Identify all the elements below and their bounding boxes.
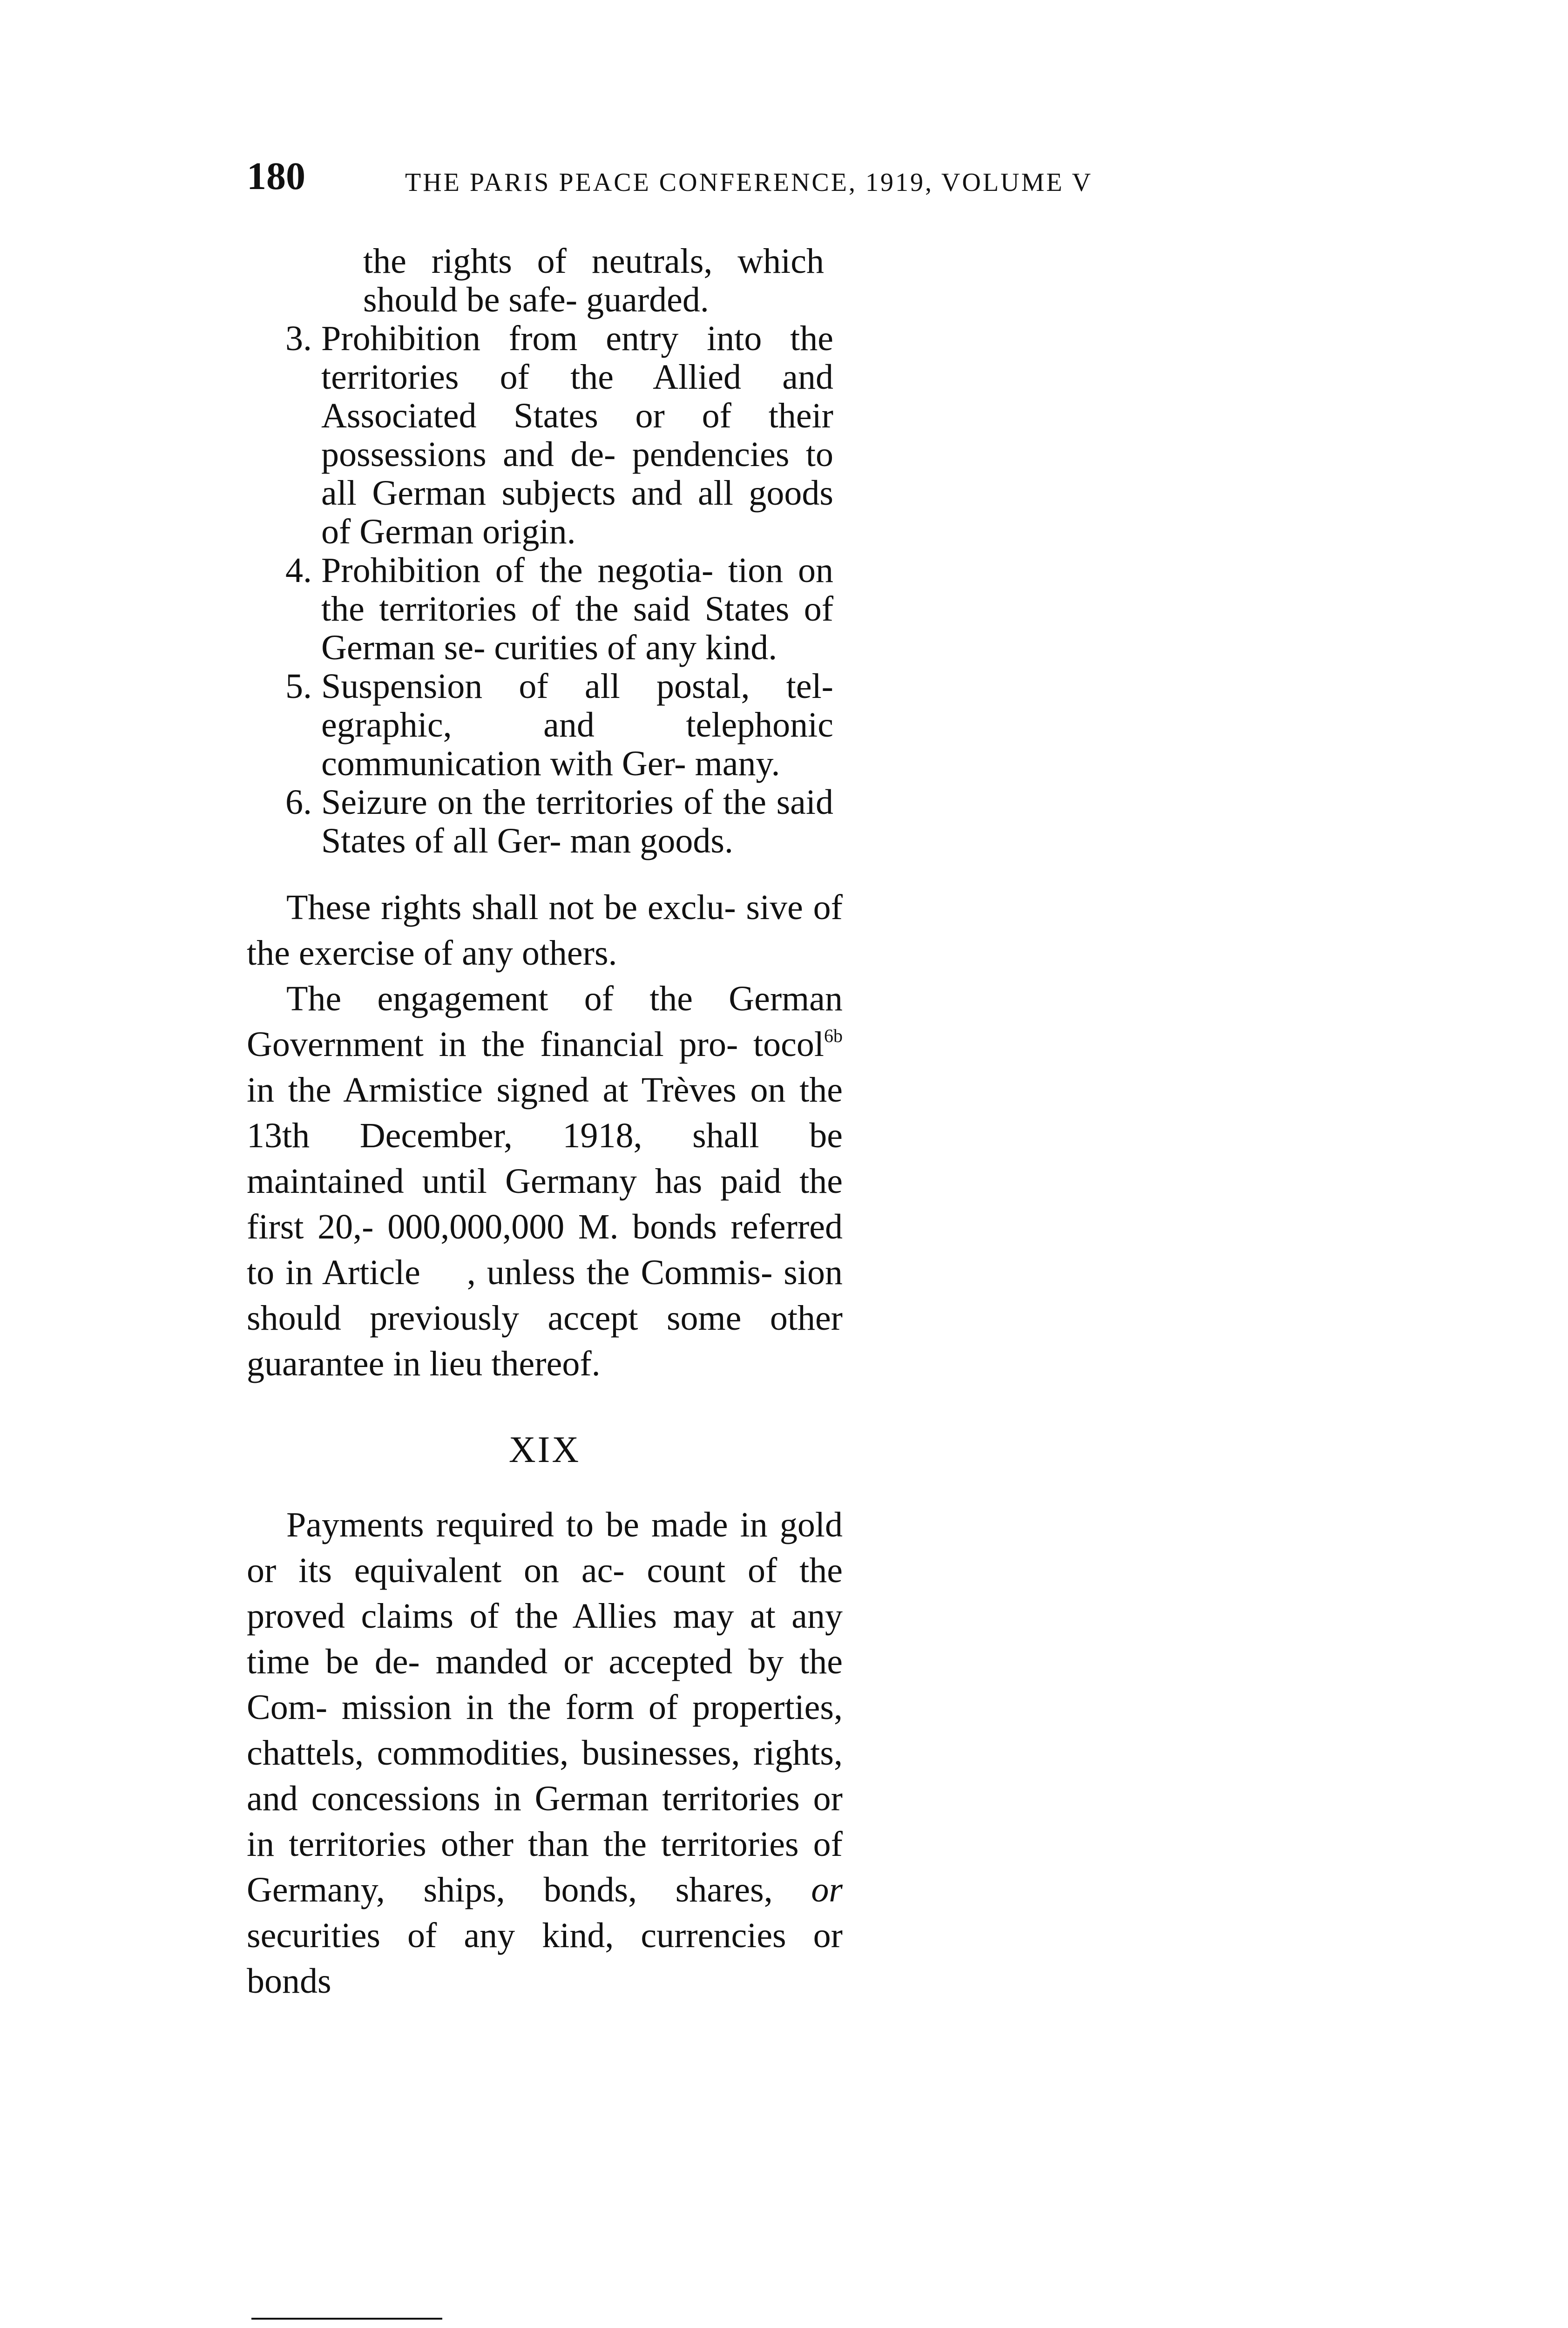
running-title: THE PARIS PEACE CONFERENCE, 1919, VOLUME V: [405, 168, 1093, 197]
list-item-number: 3.: [285, 319, 312, 358]
list-item: [285, 783, 833, 860]
list-item-text: Suspension of all postal, tel- egraphic, and telephonic communication with Ger- many.: [321, 667, 833, 783]
enumerated-list: [247, 242, 843, 860]
list-item: [285, 319, 833, 551]
page-number: 180: [247, 155, 305, 198]
list-item: [285, 551, 833, 667]
section-heading: XIX: [508, 1429, 581, 1470]
page-header: [247, 154, 1313, 210]
paragraph-payments-end: securities of any kind, currencies or bonds: [247, 1916, 843, 2001]
list-item-number: 4.: [285, 551, 312, 590]
list-continuation: the rights of neutrals, which should be safe- guarded.: [363, 242, 824, 319]
paragraph-rights: These rights shall not be exclu- sive of the exercise of any others.: [247, 888, 843, 973]
list-item: [285, 667, 833, 783]
list-item-text: Prohibition from entry into the territories of the Allied and Associated States or of their possessions and de- pendencies to all German subjects and all goods of German origin.: [321, 319, 833, 551]
list-item-text: Prohibition of the negotia- tion on the territories of the said States of German se- curities of any kind.: [321, 551, 833, 667]
paragraph-engagement-start: The engagement of the German Government in the financial pro- tocol: [247, 979, 843, 1064]
paragraph-payments-italic: or: [811, 1870, 843, 1909]
footnote-divider: [251, 2318, 442, 2320]
list-item-number: 5.: [285, 667, 312, 706]
footnote-reference: 6b: [824, 1025, 843, 1046]
paragraph-engagement: [247, 976, 843, 1387]
paragraph-payments: [247, 1502, 843, 2004]
list-item-text: Seizure on the territories of the said States of all Ger- man goods.: [321, 783, 833, 860]
text-column: [247, 242, 843, 2004]
paragraph-payments-text: Payments required to be made in gold or its equivalent on ac- count of the proved claims of the Allies may at any time be de- manded or accepted by the Com- mission in the form of properties, chattels, commodities, businesses, rights, and concessions in German territories or in territories other than the territories of Germany, ships, bonds, shares,: [247, 1505, 843, 1909]
paragraph-engagement-end: , unless the Commis- sion should previously accept some other guarantee in lieu thereof.: [247, 1253, 843, 1383]
paragraph-engagement-middle: in the Armistice signed at Trèves on the 13th December, 1918, shall be maintained until Germany has paid the first 20,- 000,000,000 M. bonds referred to in Article: [247, 1070, 843, 1292]
list-item-number: 6.: [285, 783, 312, 822]
